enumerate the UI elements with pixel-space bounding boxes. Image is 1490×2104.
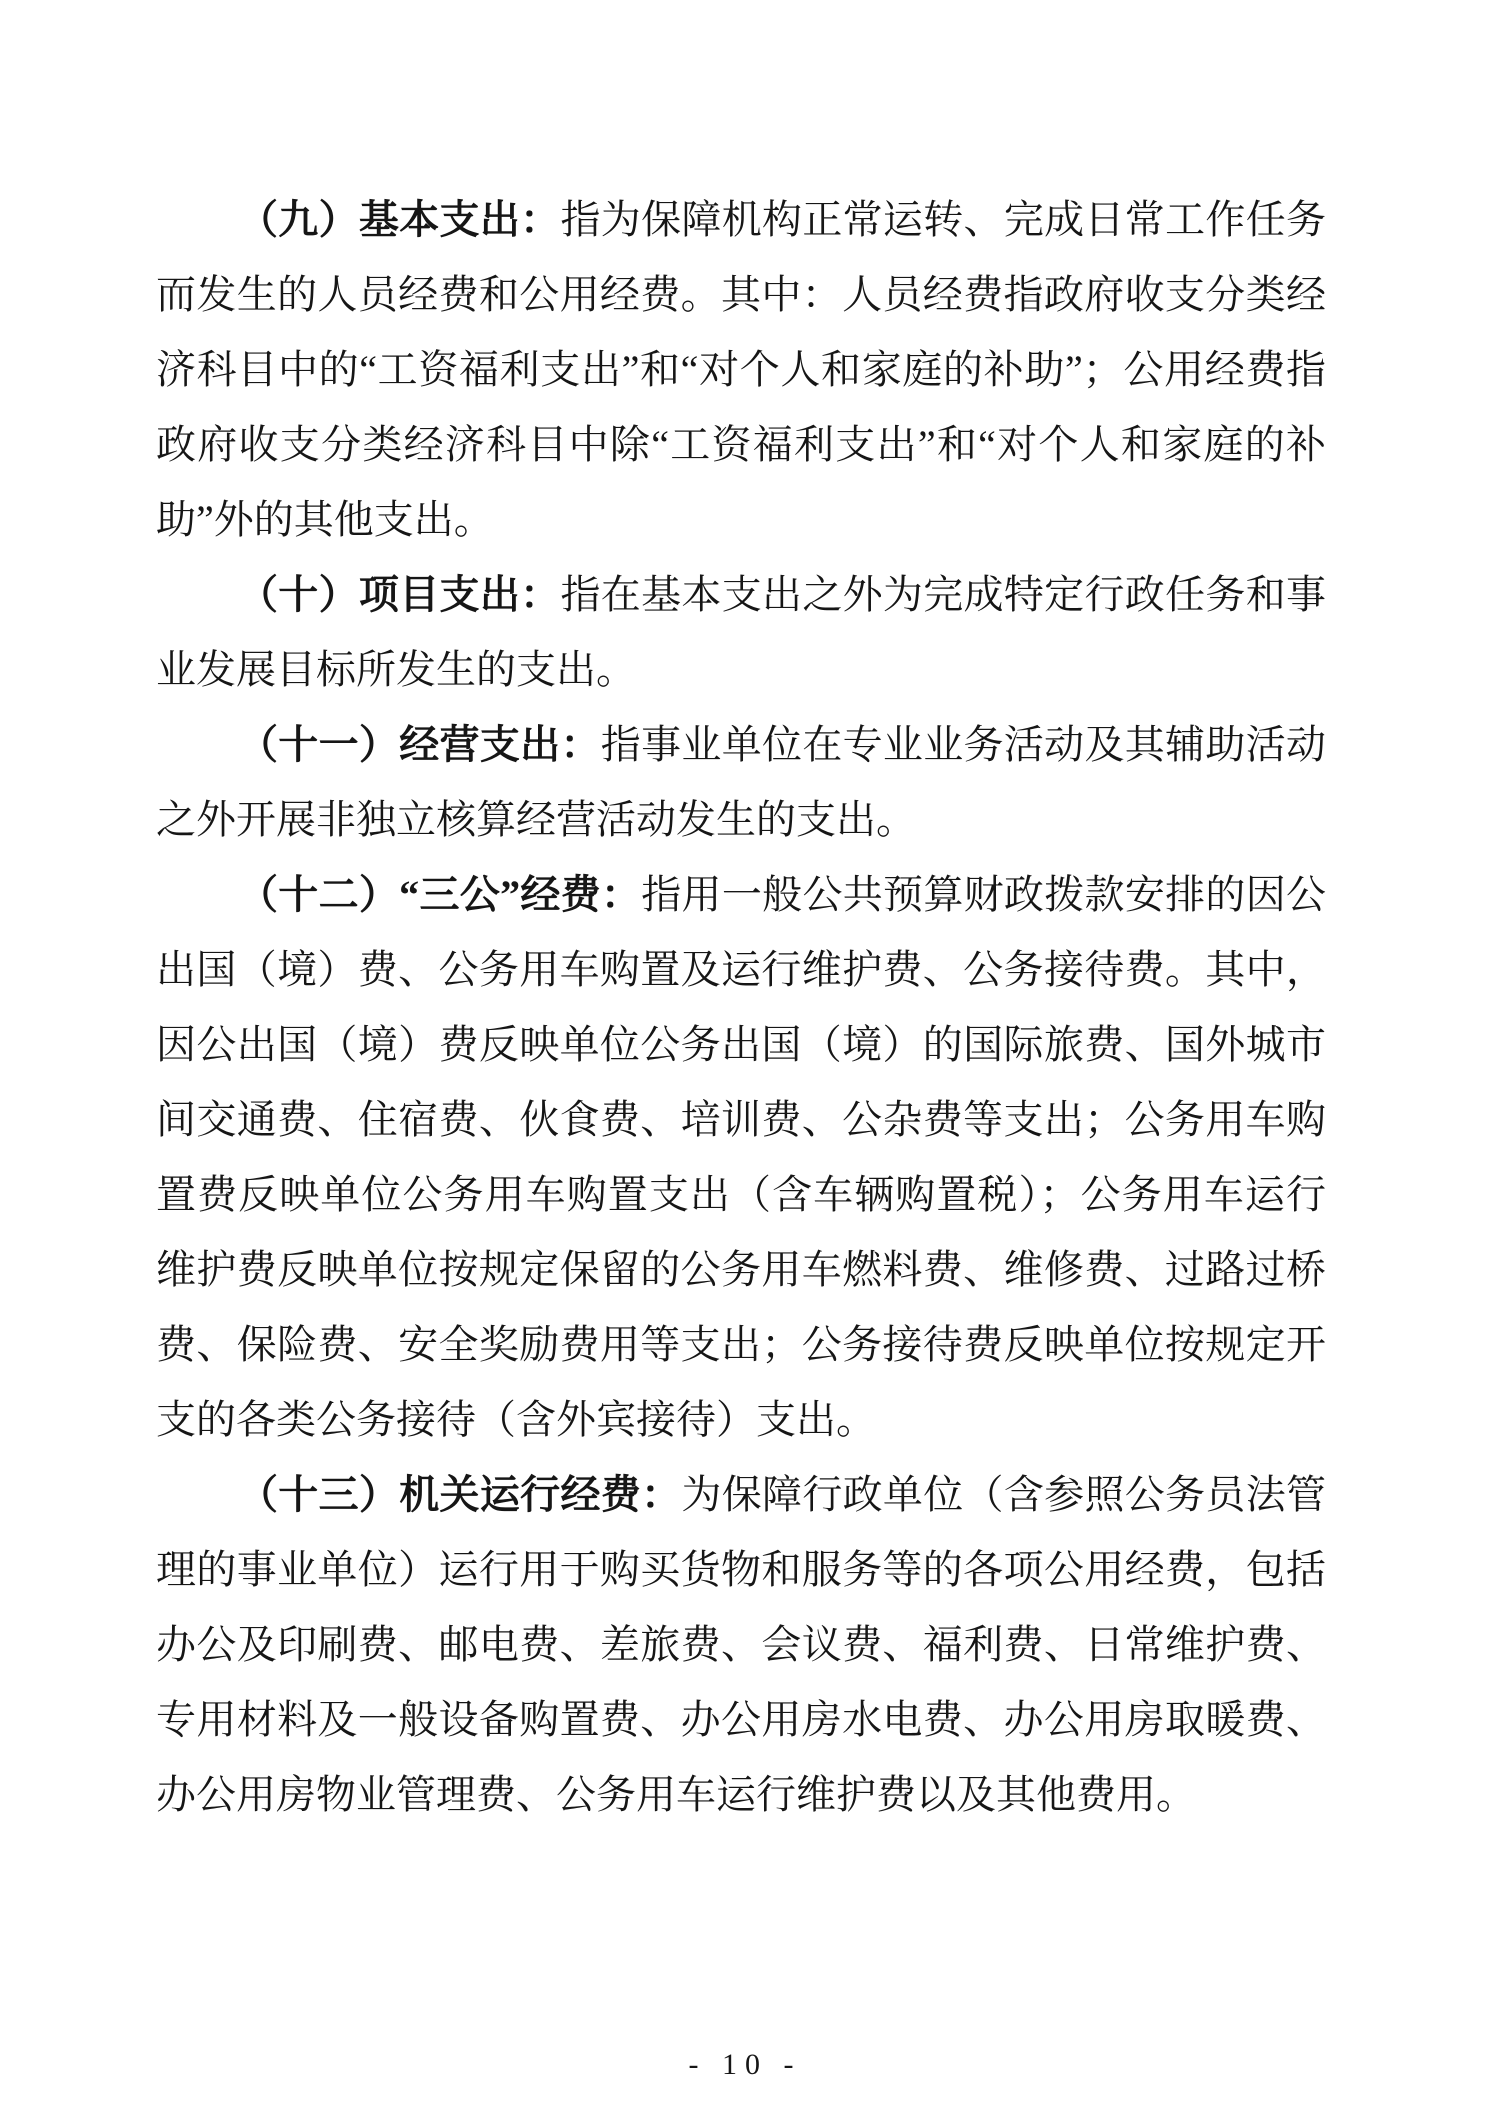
paragraph-body-project-expenditure: 指在基本支出之外为完成特定行政任务和事业发展目标所发生的支出。 [156, 572, 1327, 692]
paragraph-item-10 [156, 557, 1326, 707]
paragraph-body-basic-expenditure: 指为保障机构正常运转、完成日常工作任务而发生的人员经费和公用经费。其中：人员经费指政府收支分类经济科目中的“工资福利支出”和“对个人和家庭的补助”；公用经费指政府收支分类经济科目中除“工资福利支出”和“对个人和家庭的补助”外的其他支出。 [156, 197, 1327, 542]
document-body-text [156, 182, 1326, 1832]
paragraph-item-9 [156, 182, 1326, 557]
paragraph-item-12 [156, 857, 1326, 1457]
paragraph-heading-three-public-funds: （十二）“三公”经费： [238, 872, 642, 917]
paragraph-body-agency-operating-funds: 为保障行政单位（含参照公务员法管理的事业单位）运行用于购买货物和服务等的各项公用经费，包括办公及印刷费、邮电费、差旅费、会议费、福利费、日常维护费、专用材料及一般设备购置费、办公用房水电费、办公用房取暖费、办公用房物业管理费、公务用车运行维护费以及其他费用。 [156, 1472, 1327, 1817]
paragraph-item-13 [156, 1457, 1326, 1832]
paragraph-item-11 [156, 707, 1326, 857]
paragraph-body-operating-expenditure: 指事业单位在专业业务活动及其辅助活动之外开展非独立核算经营活动发生的支出。 [156, 722, 1327, 842]
paragraph-heading-agency-operating-funds: （十三）机关运行经费： [238, 1472, 682, 1517]
paragraph-heading-operating-expenditure: （十一）经营支出： [238, 722, 601, 767]
paragraph-heading-basic-expenditure: （九）基本支出： [238, 197, 561, 242]
paragraph-body-three-public-funds: 指用一般公共预算财政拨款安排的因公出国（境）费、公务用车购置及运行维护费、公务接待费。其中，因公出国（境）费反映单位公务出国（境）的国际旅费、国外城市间交通费、住宿费、伙食费、培训费、公杂费等支出；公务用车购置费反映单位公务用车购置支出（含车辆购置税）；公务用车运行维护费反映单位按规定保留的公务用车燃料费、维修费、过路过桥费、保险费、安全奖励费用等支出；公务接待费反映单位按规定开支的各类公务接待（含外宾接待）支出。 [156, 872, 1327, 1442]
paragraph-heading-project-expenditure: （十）项目支出： [238, 572, 561, 617]
page-number: - 10 - [688, 2048, 802, 2081]
